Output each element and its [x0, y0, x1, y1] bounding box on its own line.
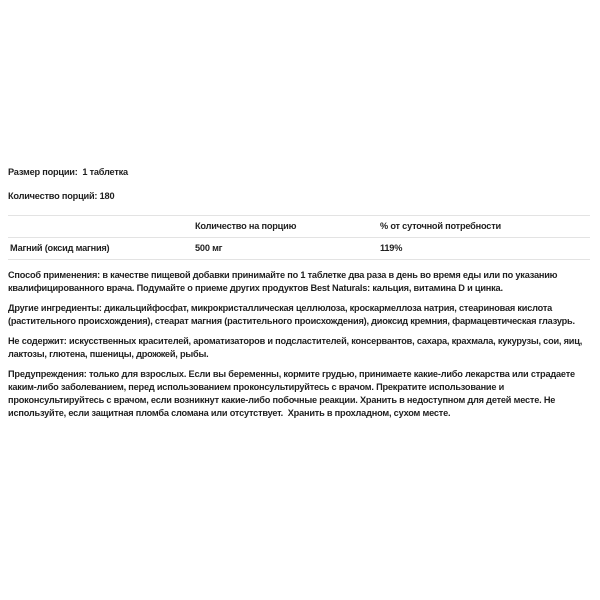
table-header-amount-per-serving: Количество на порцию: [195, 221, 297, 231]
nutrient-name: Магний (оксид магния): [10, 243, 110, 253]
nutrient-amount: 500 мг: [195, 243, 223, 253]
table-row-magnesium: [8, 238, 590, 260]
directions-paragraph: Способ применения: в качестве пищевой добавки принимайте по 1 таблетке два раза в день во время еды или по указанию квалифицированного врача. Подумайте о приеме других продуктов Best Naturals: кальция, витамина D и цинка.: [8, 270, 560, 293]
warnings-paragraph: Предупреждения: только для взрослых. Если вы беременны, кормите грудью, принимаете какие-либо лекарства или страдаете каким-либо заболеванием, перед использованием проконсультируйтесь с врачом. Прекратите использование и проконсультируйтесь с врачом, если возникнут какие-либо побочные реакции. Хранить в недоступном для детей месте. Не используйте, если защитная пломба сломана или отсутствует. Хранить в прохладном, сухом месте.: [8, 369, 578, 418]
supplement-description-section: [8, 166, 590, 420]
does-not-contain-paragraph: Не содержит: искусственных красителей, ароматизаторов и подсластителей, консервантов, сахара, крахмала, кукурузы, сои, яиц, лактозы, глютена, пшеницы, дрожжей, рыбы.: [8, 336, 585, 359]
servings-per-container-line: Количество порций: 180: [8, 191, 115, 201]
table-header-row: [8, 216, 590, 238]
nutrient-daily-value: 119%: [380, 243, 403, 253]
table-header-daily-value: % от суточной потребности: [380, 221, 501, 231]
supplement-facts-table: [8, 215, 590, 260]
other-ingredients-paragraph: Другие ингредиенты: дикальцийфосфат, микрокристаллическая целлюлоза, кроскармеллоза натрия, стеариновая кислота (растительного происхождения), стеарат магния (растительного происхождения), диоксид кремния, фармацевтическая глазурь.: [8, 303, 575, 326]
serving-size-line: Размер порции: 1 таблетка: [8, 167, 128, 177]
description-paragraphs: [8, 269, 590, 420]
